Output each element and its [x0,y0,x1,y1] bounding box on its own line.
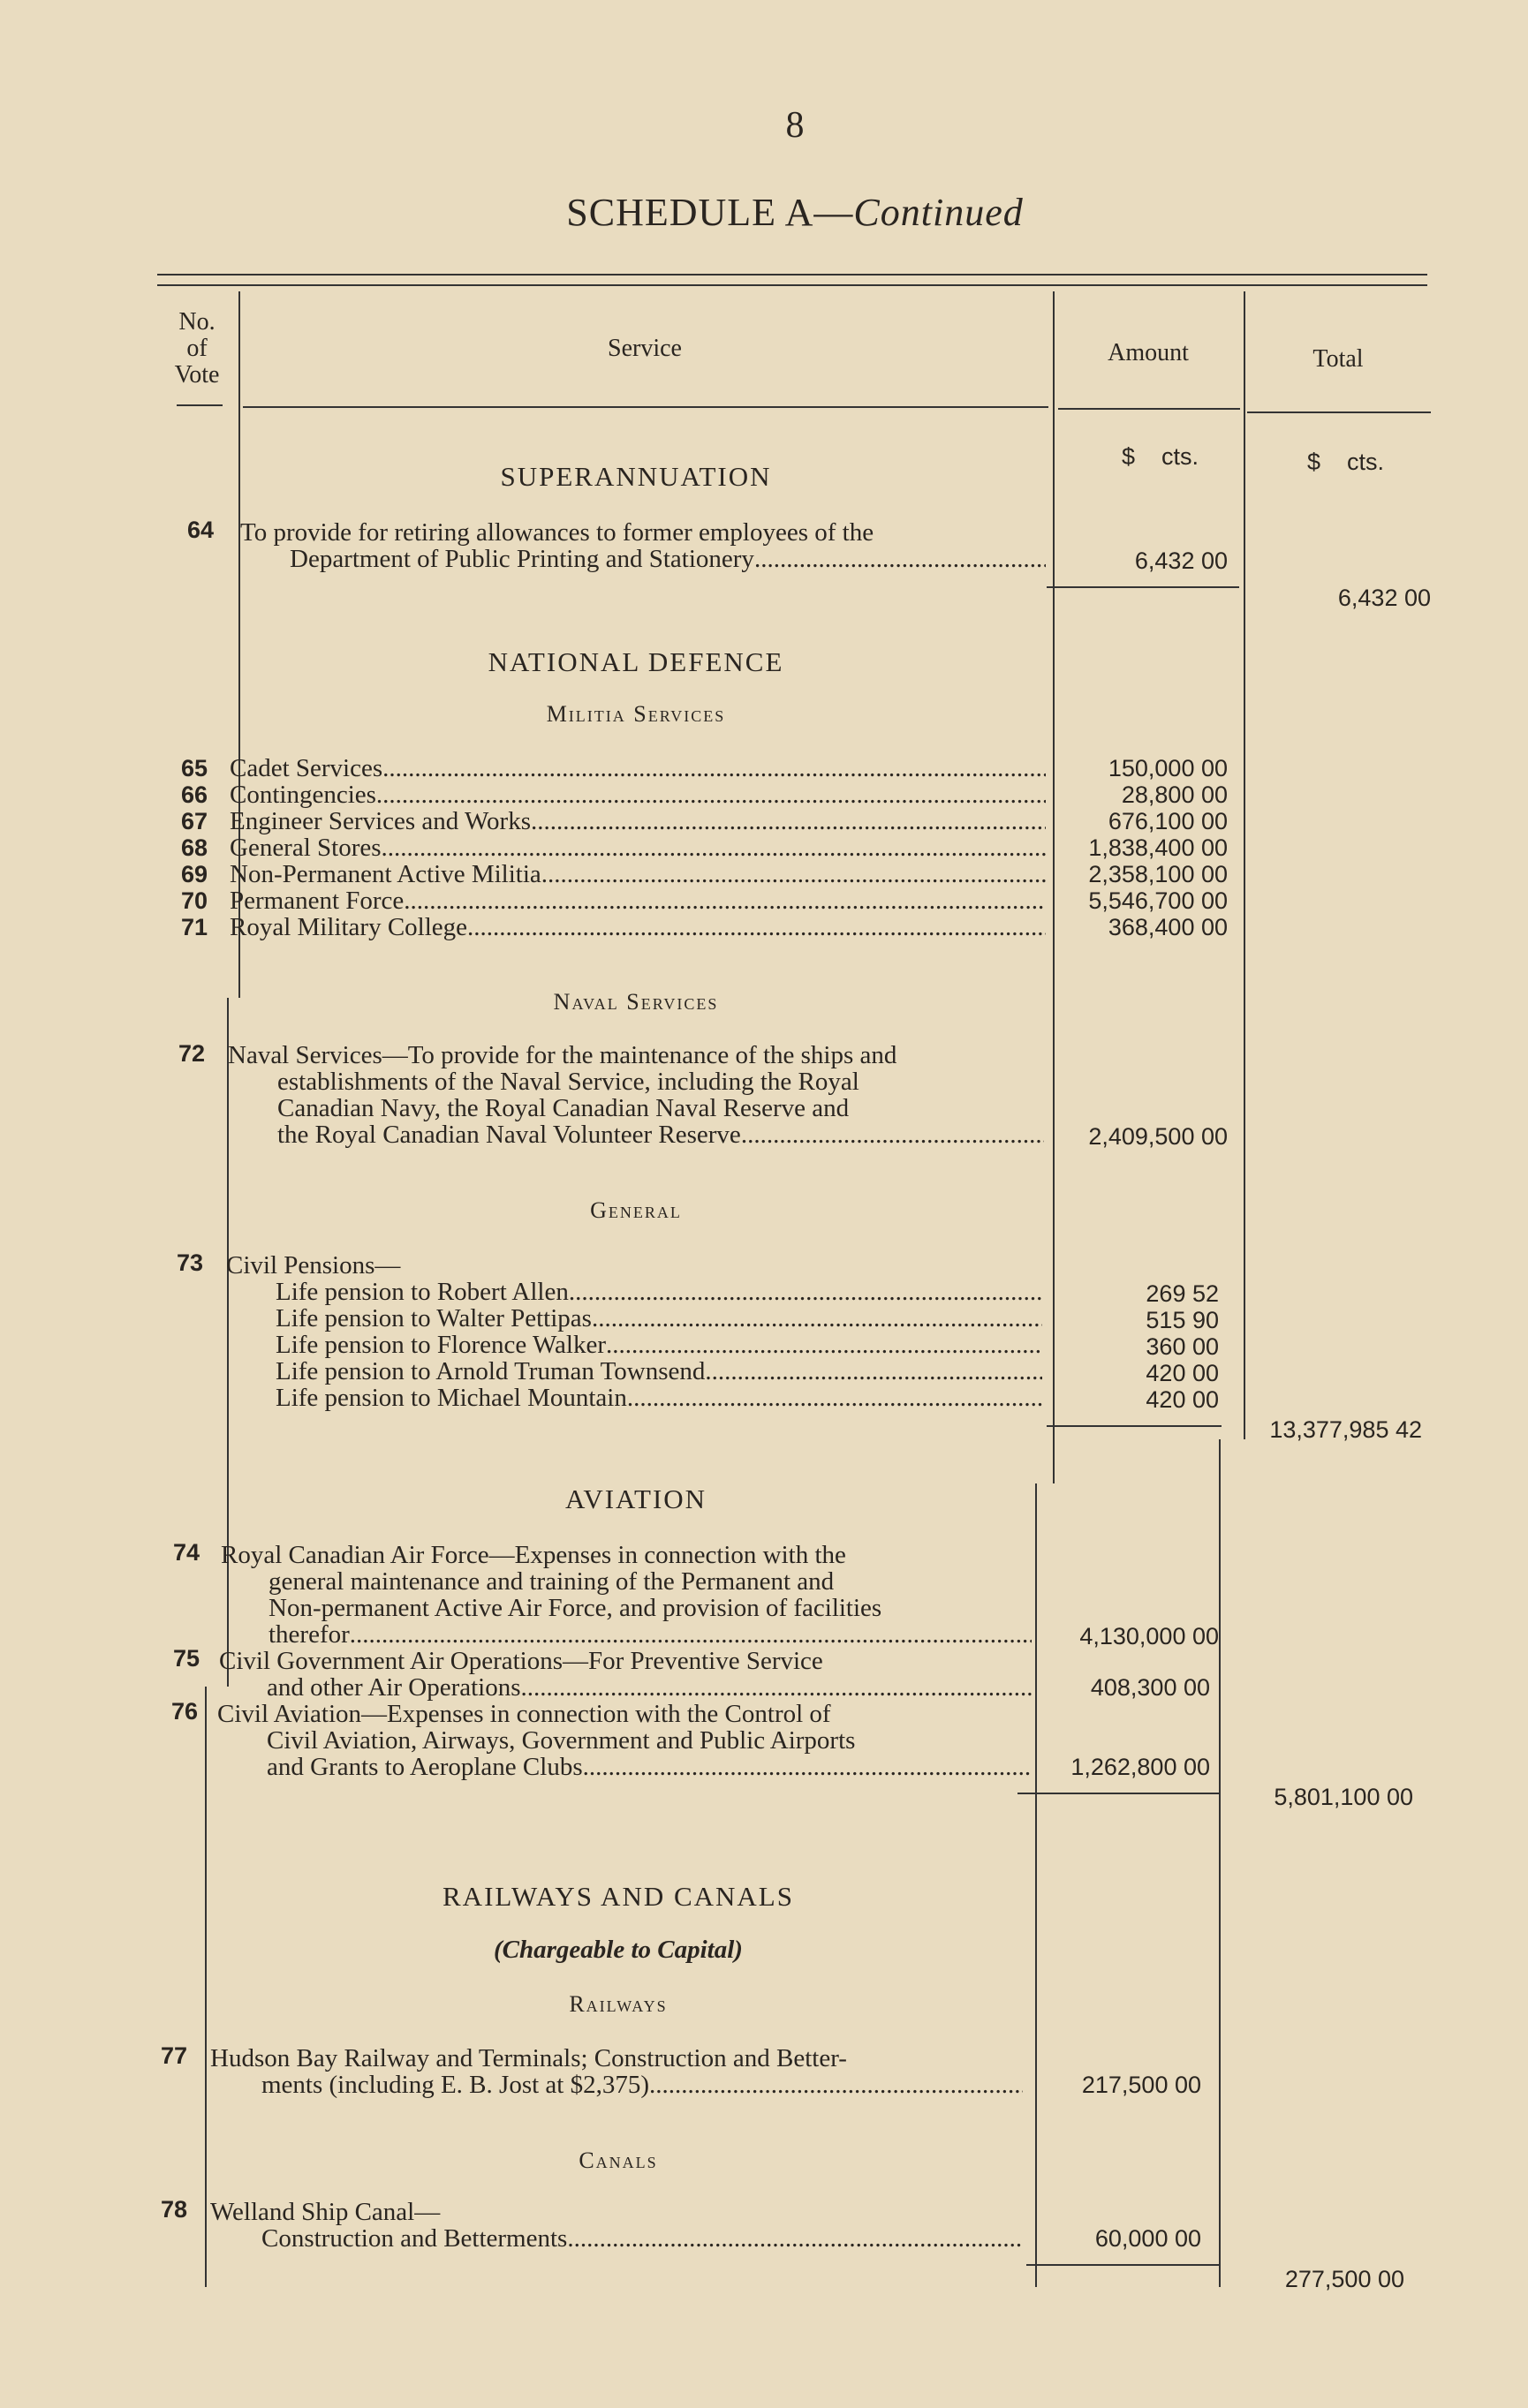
top-rule-2 [157,284,1427,286]
header-vote-line: No. [178,308,216,336]
amount-value: 2,358,100 00 [1088,861,1228,887]
subsection-heading-militia: Militia Services [546,701,726,727]
vote-number: 75 [173,1645,200,1672]
subsection-heading-general: General [590,1197,682,1223]
service-line-dotted [230,781,1046,808]
leader-dots [569,1279,1042,1305]
vote-number: 74 [173,1539,200,1566]
leader-dots [376,781,1046,808]
service-label: Life pension to Michael Mountain [276,1385,627,1411]
amount-value: 217,500 00 [1081,2072,1201,2098]
service-label: Engineer Services and Works [230,808,532,834]
service-line-dotted [267,1754,1030,1780]
top-rule [157,274,1427,276]
leader-dots [583,1754,1030,1780]
schedule-title-main: SCHEDULE A— [566,191,854,234]
header-underline [1058,408,1240,410]
leader-dots [649,2072,1023,2098]
amount-value: 408,300 00 [1090,1674,1210,1701]
header-underline [243,406,1048,408]
amount-value: 1,262,800 00 [1070,1754,1210,1780]
service-line-dotted [276,1358,1042,1385]
service-line-dotted [276,1385,1042,1411]
amount-value: 368,400 00 [1108,914,1228,940]
subsection-heading-naval: Naval Services [553,989,719,1015]
service-line-dotted [276,1279,1042,1305]
amount-value: 5,546,700 00 [1088,887,1228,914]
vote-number: 65 [181,755,208,781]
vote-number: 78 [161,2196,188,2223]
section-subheading: (Chargeable to Capital) [494,1936,743,1964]
service-line: To provide for retiring allowances to former employees of the [240,518,874,547]
leader-dots [404,887,1046,914]
service-line: Civil Pensions— [226,1251,401,1279]
vote-number: 68 [181,834,208,861]
service-line-dotted [230,808,1046,834]
vote-number: 77 [161,2042,188,2069]
service-label: Construction and Betterments [261,2225,568,2252]
column-divider-total [1244,291,1245,1439]
units-dollars: $ [1307,449,1321,475]
leader-dots [606,1332,1042,1358]
service-line-dotted [230,914,1046,940]
section-heading-aviation: AVIATION [564,1483,707,1514]
amount-value: 1,838,400 00 [1088,834,1228,861]
leader-dots [627,1385,1042,1411]
service-line-dotted [276,1305,1042,1332]
service-line: Royal Canadian Air Force—Expenses in connection with the [221,1541,846,1569]
column-divider-vote [227,998,229,1687]
leader-dots [531,808,1046,834]
leader-dots [541,861,1046,887]
service-label: Department of Public Printing and Stationery [290,546,754,572]
subtotal-rule [1047,586,1239,588]
service-line-dotted [230,755,1046,781]
service-line-dotted [230,887,1046,914]
leader-dots [521,1674,1032,1701]
subtotal-rule [1017,1793,1219,1794]
service-label: General Stores [230,834,382,861]
service-label: Life pension to Florence Walker [276,1332,607,1358]
header-total: Total [1312,345,1364,373]
service-label: and Grants to Aeroplane Clubs [267,1754,583,1780]
section-heading-national-defence: NATIONAL DEFENCE [488,646,784,677]
service-line-dotted [276,1332,1042,1358]
leader-dots [467,914,1046,940]
header-amount: Amount [1108,339,1189,366]
total-value: 13,377,985 42 [1269,1416,1422,1443]
amount-value: 150,000 00 [1108,755,1228,781]
service-line: Civil Government Air Operations—For Preventive Service [219,1647,823,1675]
total-value: 6,432 00 [1337,585,1431,611]
schedule-title [0,190,1528,235]
column-divider-total [1219,1439,1221,2287]
service-line-dotted [277,1121,1044,1148]
amount-value: 4,130,000 00 [1079,1623,1219,1649]
service-label: the Royal Canadian Naval Volunteer Reserve [277,1121,741,1148]
column-divider-amount [1035,1483,1037,2287]
leader-dots [592,1305,1042,1332]
vote-number: 64 [187,517,215,543]
service-label: Non-Permanent Active Militia [230,861,541,887]
service-label: and other Air Operations [267,1674,521,1701]
service-label: Royal Military College [230,914,468,940]
units-cents: cts. [1161,443,1199,470]
service-line: Hudson Bay Railway and Terminals; Construction and Better- [210,2044,847,2072]
vote-number: 72 [178,1040,206,1067]
column-divider-vote [205,1687,207,2287]
service-label: Permanent Force [230,887,405,914]
vote-number: 71 [181,914,208,940]
units-amount [1122,443,1199,470]
leader-dots [705,1358,1042,1385]
amount-value: 420 00 [1146,1386,1219,1413]
service-line-dotted [269,1621,1032,1648]
subsection-heading-railways: Railways [569,1991,668,2017]
vote-number: 69 [181,861,208,887]
service-line-dotted [230,861,1046,887]
vote-number: 73 [177,1249,204,1276]
service-line-dotted [290,546,1046,572]
service-line: Welland Ship Canal— [210,2198,441,2226]
units-dollars: $ [1122,443,1136,470]
leader-dots [741,1121,1044,1148]
leader-dots [382,834,1046,861]
service-label: Contingencies [230,781,376,808]
service-label: therefor [269,1621,350,1648]
service-label: Life pension to Robert Allen [276,1279,569,1305]
amount-value: 60,000 00 [1094,2225,1201,2252]
amount-value: 360 00 [1146,1333,1219,1360]
service-line-dotted [267,1674,1032,1701]
amount-value: 6,432 00 [1134,547,1228,574]
amount-value: 676,100 00 [1108,808,1228,834]
amount-value: 2,409,500 00 [1088,1123,1228,1150]
vote-number: 76 [171,1698,199,1725]
header-underline [1247,411,1431,413]
section-heading-superannuation: SUPERANNUATION [500,461,772,492]
amount-value: 420 00 [1146,1360,1219,1386]
amount-value: 269 52 [1146,1280,1219,1307]
header-vote [157,309,237,389]
leader-dots [754,546,1046,572]
units-total [1307,449,1384,475]
subtotal-rule [1047,1425,1222,1427]
header-vote-line: Vote [174,361,220,389]
service-label: Cadet Services [230,755,383,781]
schedule-title-continued: Continued [853,191,1024,234]
service-line-dotted [261,2225,1021,2252]
service-line: Naval Services—To provide for the maintenance of the ships and [228,1041,897,1069]
subsection-heading-canals: Canals [579,2148,658,2173]
service-label: Life pension to Walter Pettipas [276,1305,592,1332]
header-underline [177,404,223,406]
header-service: Service [608,335,682,362]
leader-dots [382,755,1046,781]
amount-value: 28,800 00 [1121,781,1228,808]
service-line: Non-permanent Active Air Force, and provision of facilities [269,1594,882,1622]
service-label: ments (including E. B. Jost at $2,375) [261,2072,649,2098]
vote-number: 67 [181,808,208,834]
service-line: Canadian Navy, the Royal Canadian Naval Reserve and [277,1094,850,1122]
vote-number: 70 [181,887,208,914]
units-cents: cts. [1347,449,1385,475]
header-vote-line: of [186,335,208,362]
service-line: establishments of the Naval Service, including the Royal [277,1068,859,1096]
leader-dots [350,1621,1032,1648]
total-value: 277,500 00 [1284,2266,1404,2292]
service-line: general maintenance and training of the Permanent and [269,1567,835,1596]
leader-dots [567,2225,1021,2252]
section-heading-railways-and-canals: RAILWAYS AND CANALS [443,1881,794,1912]
service-line-dotted [261,2072,1023,2098]
subtotal-rule [1026,2264,1219,2266]
vote-number: 66 [181,781,208,808]
page-number: 8 [785,105,805,146]
service-line: Civil Aviation, Airways, Government and Public Airports [267,1726,856,1755]
service-line: Civil Aviation—Expenses in connection with the Control of [217,1700,831,1728]
amount-value: 515 90 [1146,1307,1219,1333]
service-label: Life pension to Arnold Truman Townsend [276,1358,706,1385]
service-line-dotted [230,834,1046,861]
total-value: 5,801,100 00 [1274,1784,1413,1810]
